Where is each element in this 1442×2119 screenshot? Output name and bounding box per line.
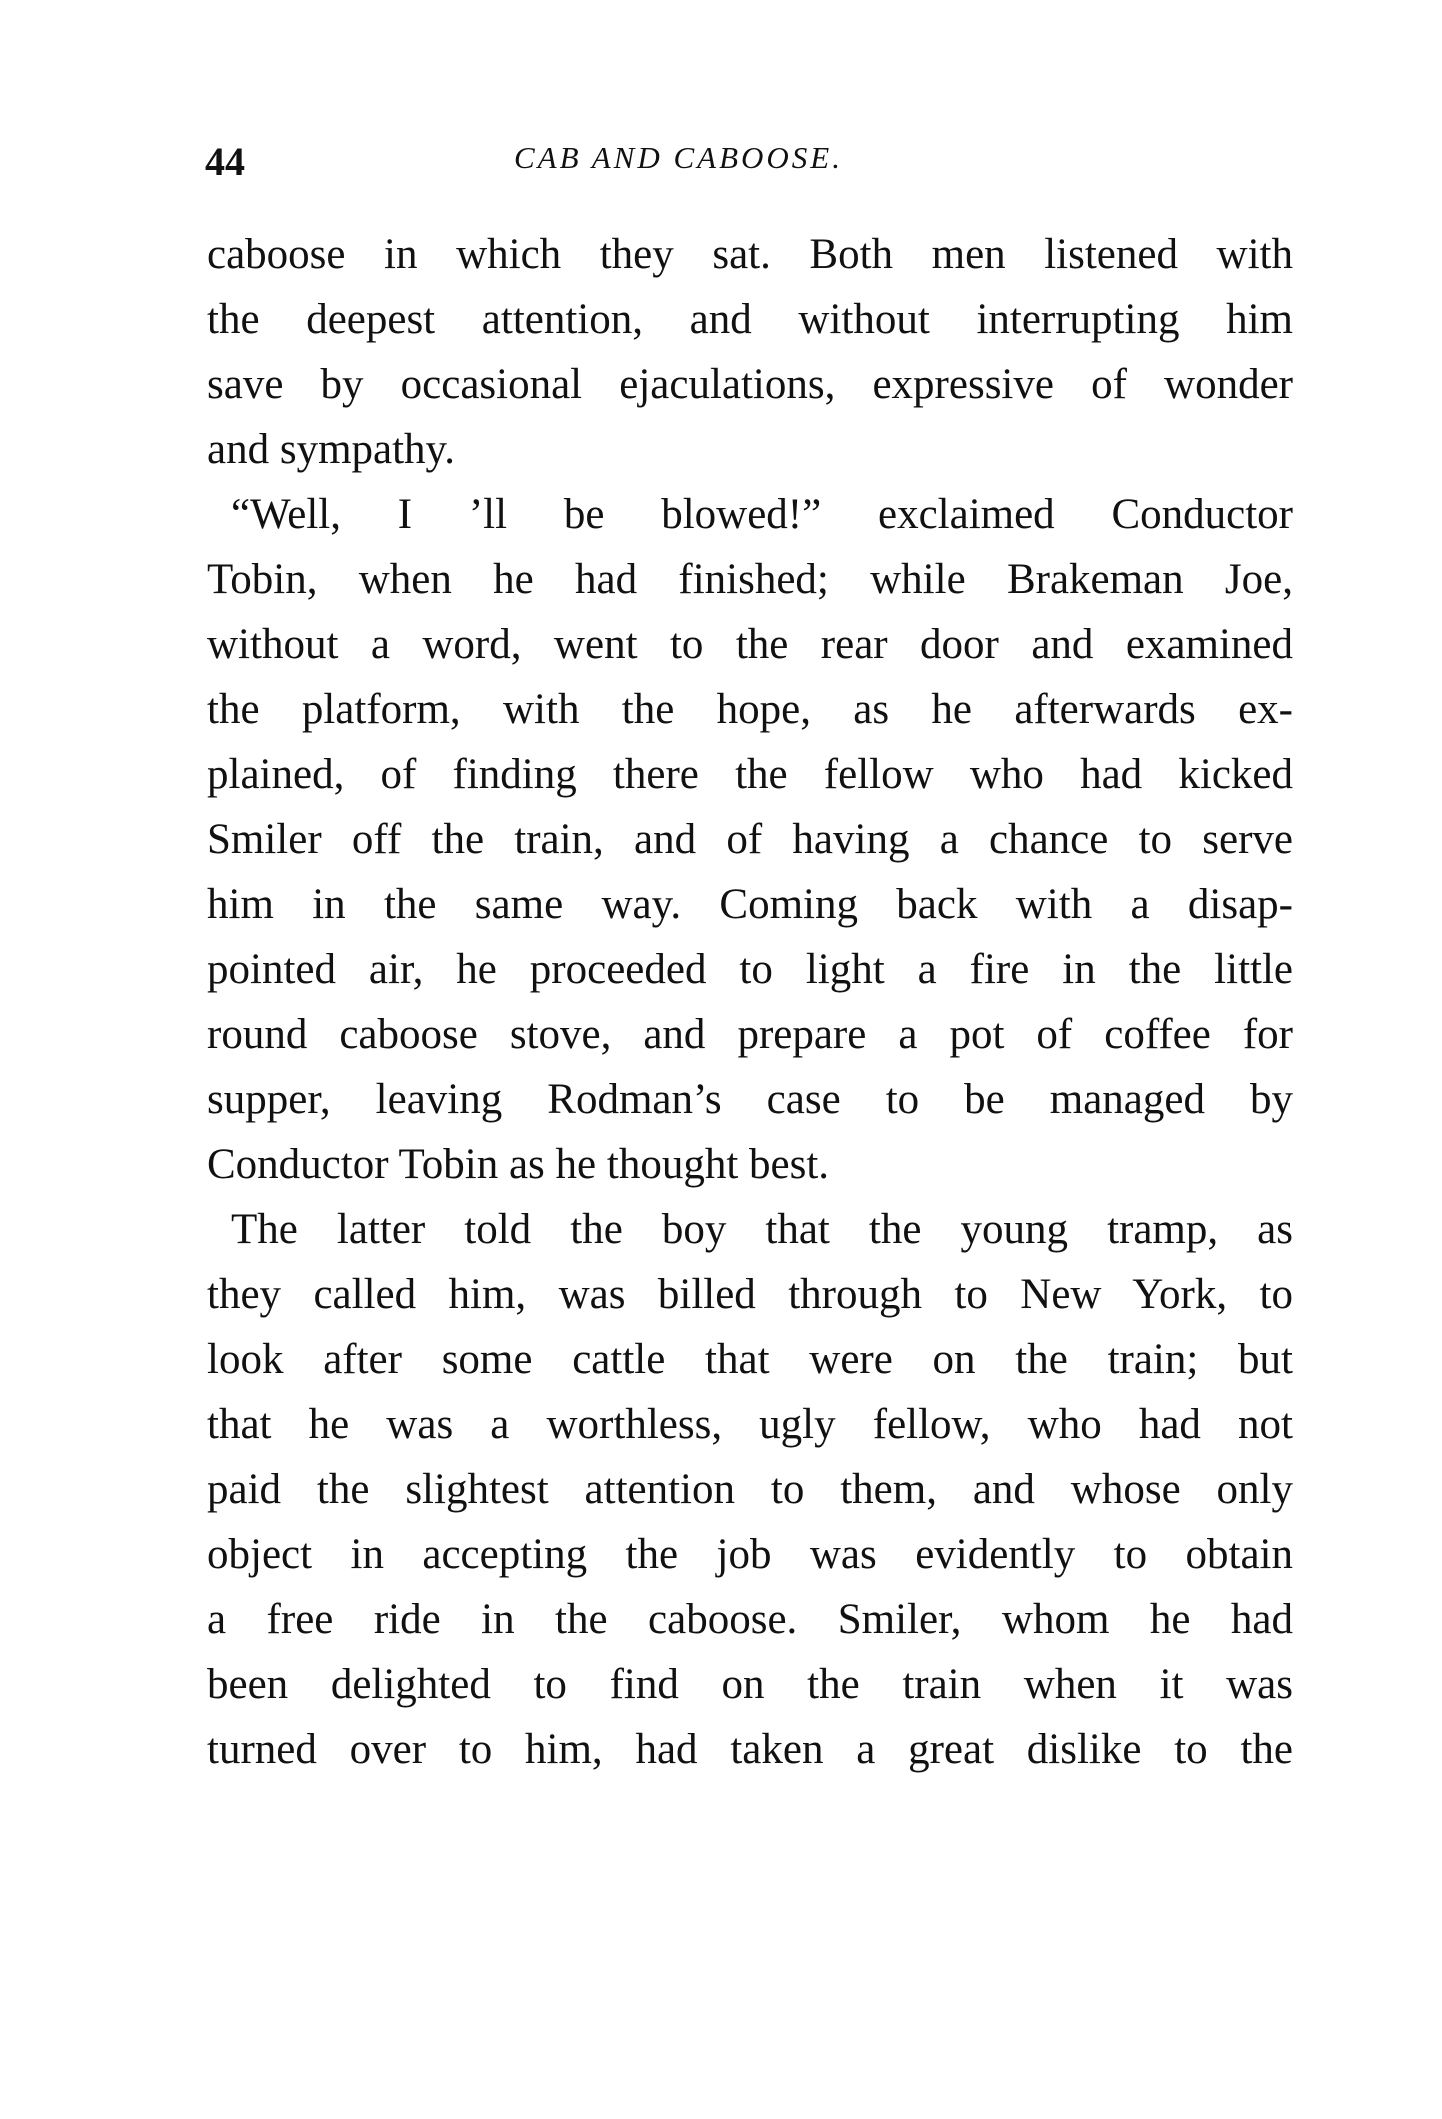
text-line: turned over to him, had taken a great dislike to the [207, 1726, 1293, 1773]
text-line: plained, of finding there the fellow who had kicked [207, 751, 1293, 798]
text-line: that he was a worthless, ugly fellow, who had not [207, 1401, 1293, 1448]
text-line: supper, leaving Rodman’s case to be managed by [207, 1076, 1293, 1123]
text-line: him in the same way. Coming back with a disap- [207, 881, 1293, 928]
text-line: The latter told the boy that the young tramp, as [231, 1206, 1293, 1253]
text-line: Conductor Tobin as he thought best. [207, 1141, 830, 1188]
text-line: a free ride in the caboose. Smiler, whom he had [207, 1596, 1293, 1643]
text-line: paid the slightest attention to them, and whose only [207, 1466, 1293, 1513]
text-line: been delighted to find on the train when it was [207, 1661, 1293, 1708]
text-line: they called him, was billed through to New York, to [207, 1271, 1293, 1318]
text-line: the deepest attention, and without interrupting him [207, 296, 1293, 343]
running-head: CAB AND CABOOSE. [514, 140, 843, 175]
text-line: caboose in which they sat. Both men listened with [207, 231, 1293, 278]
body-text [207, 222, 1293, 1782]
text-line: Smiler off the train, and of having a chance to serve [207, 816, 1293, 863]
text-line: Tobin, when he had finished; while Brakeman Joe, [207, 556, 1293, 603]
text-line: the platform, with the hope, as he afterwards ex- [207, 686, 1293, 733]
text-line: look after some cattle that were on the train; but [207, 1336, 1293, 1383]
text-line: without a word, went to the rear door and examined [207, 621, 1293, 668]
text-line: pointed air, he proceeded to light a fire in the little [207, 946, 1293, 993]
text-line: “Well, I ’ll be blowed!” exclaimed Conductor [231, 491, 1293, 538]
text-line: save by occasional ejaculations, expressive of wonder [207, 361, 1293, 408]
text-line: object in accepting the job was evidently to obtain [207, 1531, 1293, 1578]
text-line: round caboose stove, and prepare a pot of coffee for [207, 1011, 1293, 1058]
text-line: and sympathy. [207, 426, 456, 473]
page-number: 44 [205, 139, 245, 184]
